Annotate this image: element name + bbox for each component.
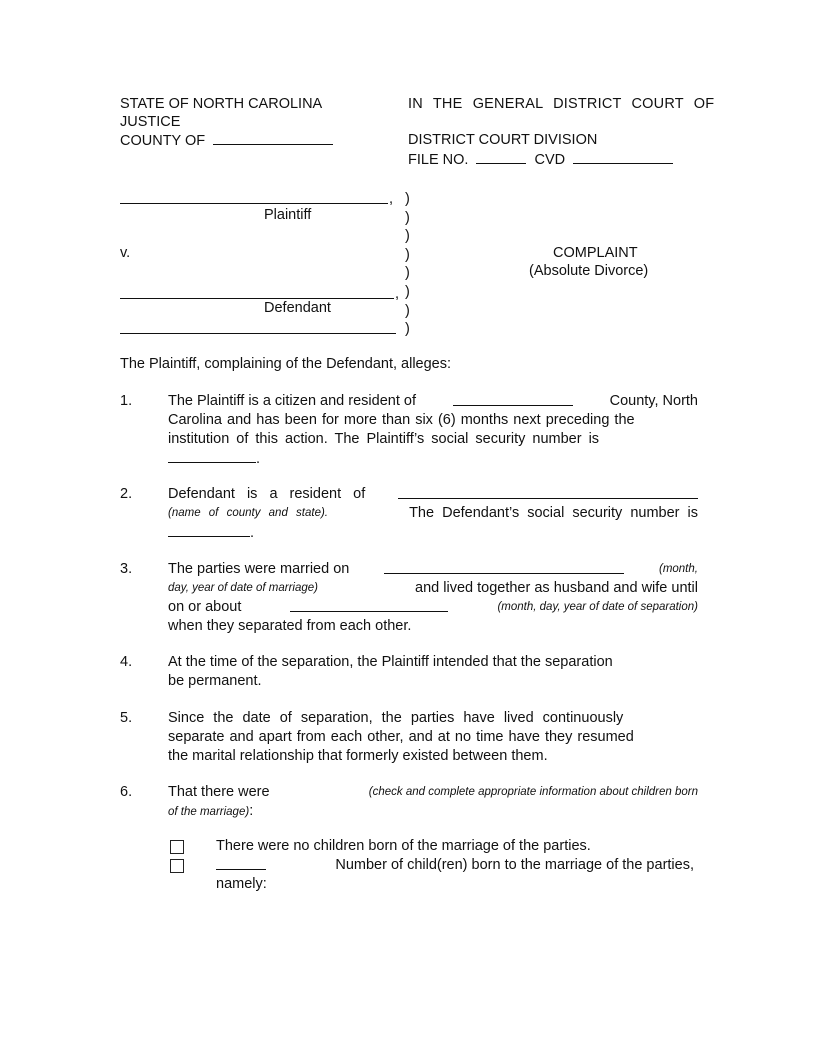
defendant-label: Defendant [264, 300, 331, 316]
item-2-text-b: (name of county and state). [168, 507, 328, 519]
item-6-colon: : [249, 803, 254, 819]
item-3-text-b: (month, [658, 563, 698, 575]
caption-parentheses [405, 190, 410, 339]
item-5-text-a: Since the date of separation, the parties have lived continuously [168, 710, 624, 726]
item-6-text-b: (check and complete appropriate information about children born [368, 786, 698, 798]
item-3-line-1 [168, 560, 698, 579]
plaintiff-label: Plaintiff [264, 207, 312, 223]
item-2-line-2 [168, 504, 698, 523]
paren-7: ) [405, 302, 410, 319]
paren-3: ) [405, 228, 410, 245]
plaintiff-comma: , [389, 191, 394, 207]
item-1-text-b: County, North [609, 393, 698, 409]
file-no-label: FILE NO. [408, 152, 469, 168]
county-label-text: COUNTY OF [120, 133, 206, 149]
cvd-label: CVD [534, 152, 566, 168]
item-3-line-2 [168, 579, 698, 598]
item-3-text-d: and lived together as husband and wife until [415, 580, 698, 596]
item-6-text-c: of the marriage) [168, 806, 250, 818]
item-2-number: 2. [120, 486, 133, 502]
defendant-name-line[interactable] [120, 298, 394, 299]
cvd-blank[interactable] [573, 150, 673, 164]
item-4-number: 4. [120, 654, 133, 670]
item-1-line-2 [168, 411, 698, 430]
children-count-blank[interactable] [216, 856, 266, 870]
item-1-number: 1. [120, 393, 133, 409]
children-namely-label: namely: [216, 876, 267, 892]
item-1-period: . [256, 451, 261, 467]
paren-8: ) [405, 321, 410, 338]
intro-text: The Plaintiff, complaining of the Defendant, alleges: [120, 356, 452, 372]
item-5-paragraph [168, 709, 698, 766]
county-of-residence-blank[interactable] [453, 392, 573, 406]
item-2-paragraph [168, 485, 698, 543]
item-1-line-3 [168, 430, 698, 449]
versus-label: v. [120, 245, 131, 261]
item-3-line-3 [168, 598, 698, 617]
paren-4: ) [405, 246, 410, 263]
item-6-line-2 [168, 802, 698, 822]
court-heading [408, 95, 715, 113]
item-4-text-a: At the time of the separation, the Plaintiff intended that the separation [168, 654, 613, 670]
item-5-line-1 [168, 709, 698, 728]
item-6-number: 6. [120, 784, 133, 800]
no-children-label: There were no children born of the marriage of the parties. [216, 838, 591, 854]
item-2-period: . [250, 525, 255, 541]
county-label [120, 131, 333, 150]
item-2-line-1 [168, 485, 698, 504]
file-number [408, 150, 673, 169]
item-6-text-a: That there were [168, 784, 270, 800]
court-heading-line [408, 95, 715, 113]
defendant-address-line[interactable] [120, 333, 396, 334]
item-5-line-3: the marital relationship that formerly existed between them. [168, 748, 548, 764]
separation-date-blank[interactable] [290, 598, 448, 612]
item-1-text-a: The Plaintiff is a citizen and resident of [168, 393, 416, 409]
paren-5: ) [405, 265, 410, 282]
item-2-text-c: The Defendant’s social security number is [409, 505, 698, 521]
item-1-line-4 [168, 449, 698, 469]
paren-2: ) [405, 209, 410, 226]
item-3-text-c: day, year of date of marriage) [168, 582, 318, 594]
item-4-line-2: be permanent. [168, 673, 262, 689]
item-4-paragraph [168, 653, 698, 691]
marriage-date-blank[interactable] [384, 560, 624, 574]
item-6-line-1 [168, 783, 698, 802]
item-3-text-f: (month, day, year of date of separation) [497, 601, 698, 613]
item-1-line-1 [168, 392, 698, 411]
item-4-line-1 [168, 653, 698, 672]
item-5-number: 5. [120, 710, 133, 726]
item-6-paragraph [168, 783, 698, 822]
paren-1: ) [405, 191, 410, 207]
item-2-line-3 [168, 523, 698, 543]
state-heading: STATE OF NORTH CAROLINA [120, 96, 323, 112]
item-3-text-e: on or about [168, 599, 242, 615]
item-1-text-c: Carolina and has been for more than six (6) months next preceding the [168, 412, 635, 428]
children-count-line [216, 856, 694, 874]
plaintiff-name-line[interactable] [120, 203, 388, 204]
children-count-label: Number of child(ren) born to the marriage of the parties, [335, 857, 694, 873]
division-heading: DISTRICT COURT DIVISION [408, 132, 598, 148]
no-children-checkbox[interactable] [170, 840, 184, 854]
item-2-text-a: Defendant is a resident of [168, 486, 366, 502]
defendant-residence-blank[interactable] [398, 485, 698, 499]
defendant-comma: , [395, 286, 400, 302]
item-1-text-d: institution of this action. The Plaintiff’s social security number is [168, 431, 600, 447]
complaint-subtitle: (Absolute Divorce) [529, 263, 649, 279]
complaint-title: COMPLAINT [553, 245, 638, 261]
plaintiff-ssn-blank[interactable] [168, 449, 256, 463]
court-heading-text: IN THE GENERAL DISTRICT COURT OF [408, 96, 715, 112]
state-heading-cont: JUSTICE [120, 114, 181, 130]
item-3-paragraph [168, 560, 698, 636]
item-3-number: 3. [120, 561, 133, 577]
item-5-line-2 [168, 728, 698, 747]
item-5-text-b: separate and apart from each other, and at no time have they resumed [168, 729, 634, 745]
item-3-text-a: The parties were married on [168, 561, 350, 577]
file-no-blank[interactable] [476, 150, 526, 164]
defendant-ssn-blank[interactable] [168, 523, 250, 537]
item-3-line-4: when they separated from each other. [168, 618, 412, 634]
children-checkbox[interactable] [170, 859, 184, 873]
paren-6: ) [405, 283, 410, 300]
children-count-row [216, 856, 694, 874]
county-blank[interactable] [213, 131, 333, 145]
item-1-paragraph [168, 392, 698, 469]
